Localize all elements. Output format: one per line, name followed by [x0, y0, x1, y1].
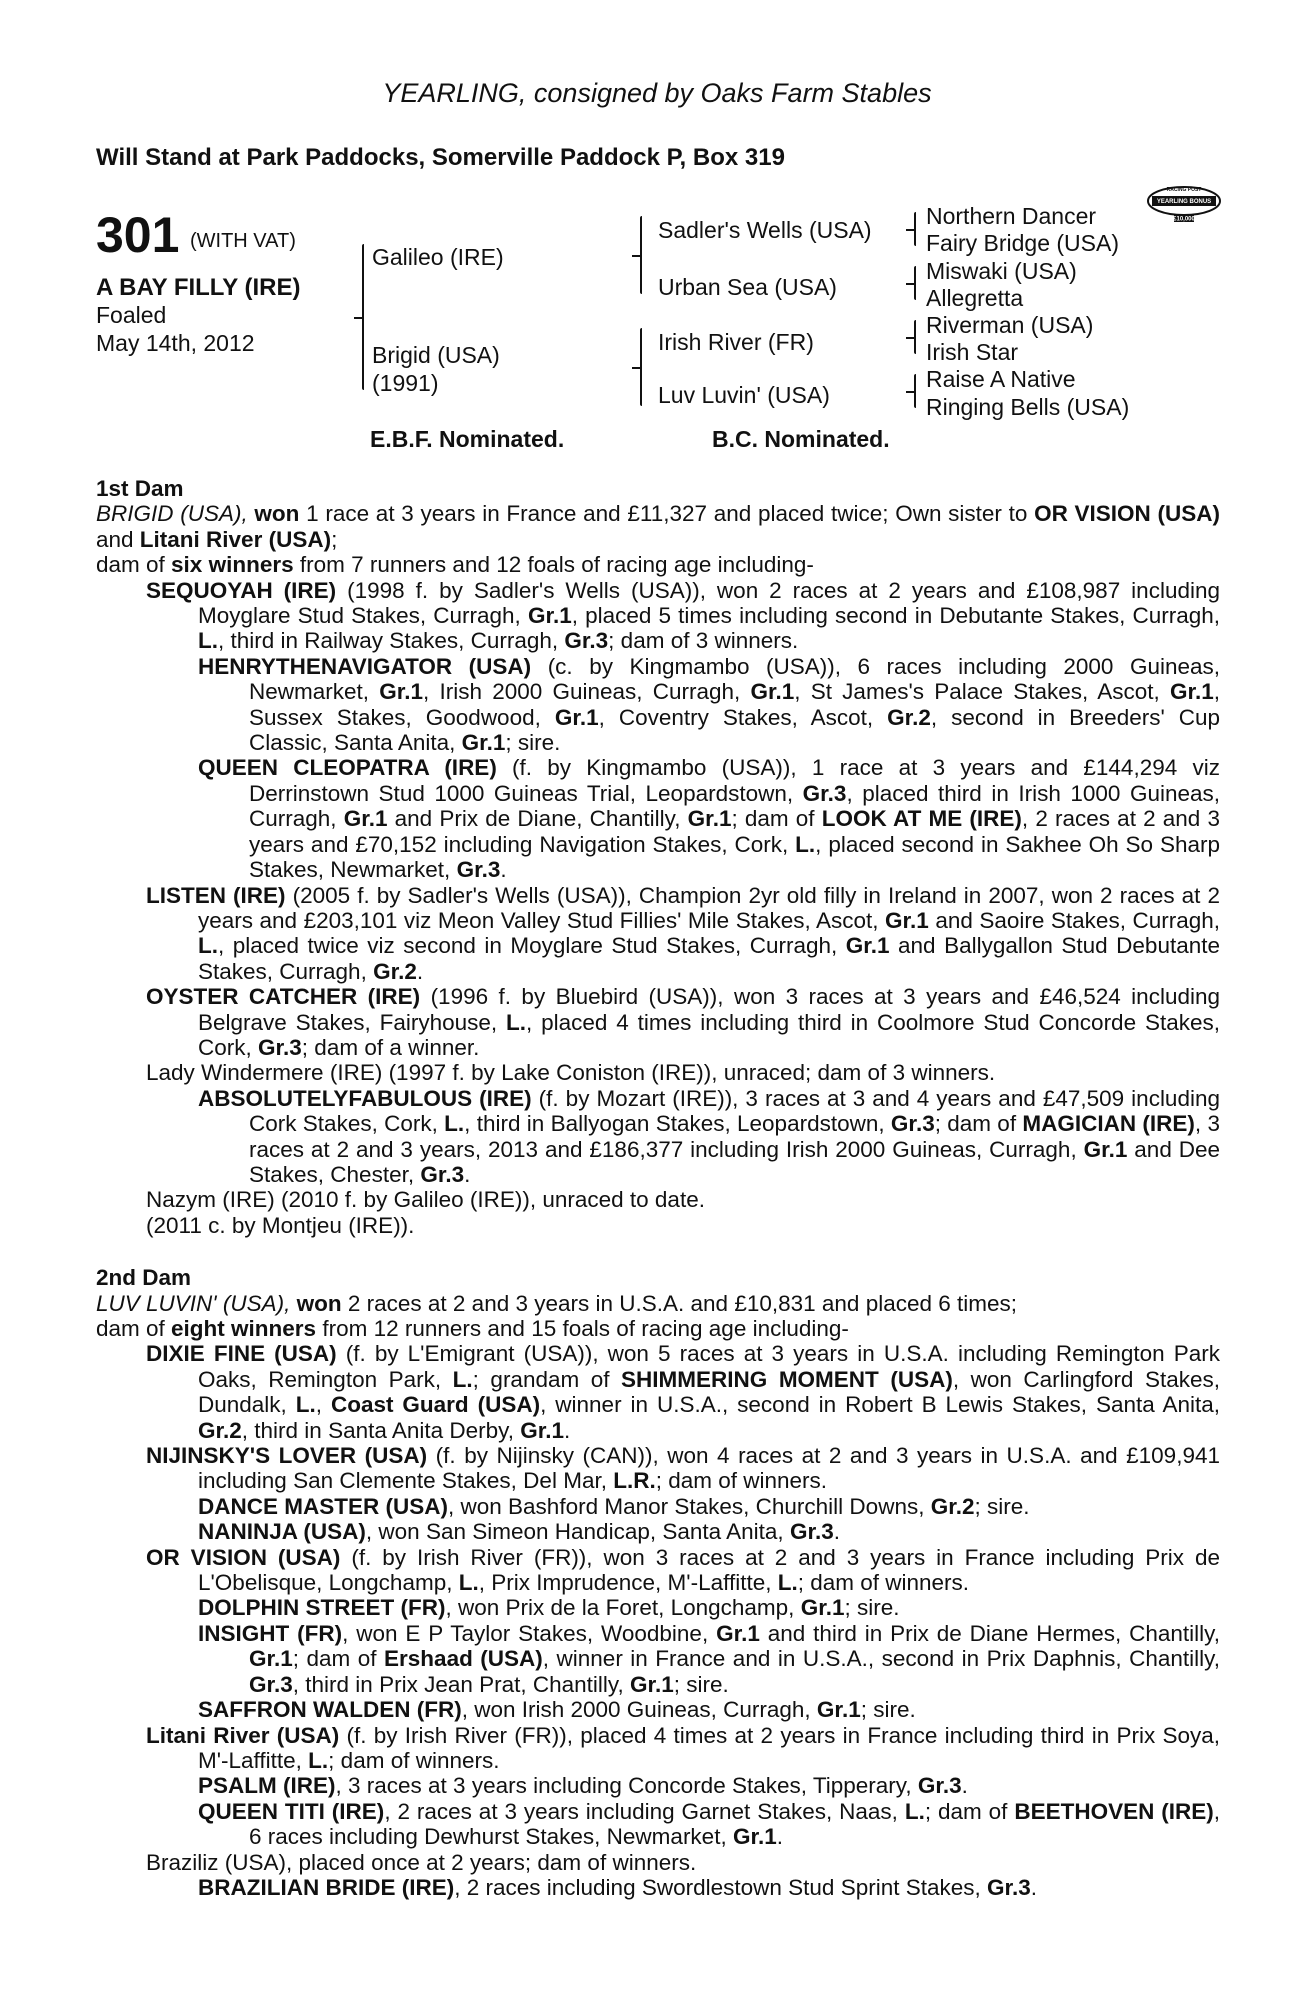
first-dam-summary: BRIGID (USA), won 1 race at 3 years in France and £11,327 and placed twice; Own sister to OR VISION (USA) and Litani River (USA);: [96, 501, 1221, 552]
racing-post-yearling-bonus-badge-icon: [1146, 178, 1222, 224]
produce-entry: QUEEN CLEOPATRA (IRE) (f. by Kingmambo (USA)), 1 race at 3 years and £144,294 viz Derrinstown Stud 1000 Guineas Trial, Leopardstown, Gr.3, placed third in Irish 1000 Guineas, Curragh, Gr.1 and Prix de Diane, Chantilly, Gr.1; dam of LOOK AT ME (IRE), 2 races at 2 and 3 years and £70,152 including Navigation Stakes, Cork, L., placed second in Sakhee Oh So Sharp Stakes, Newmarket, Gr.3.: [198, 755, 1220, 883]
pedigree-brace-g2: [914, 266, 916, 300]
pedigree-dam-dam: Luv Luvin' (USA): [658, 382, 830, 408]
produce-entry: QUEEN TITI (IRE), 2 races at 3 years including Garnet Stakes, Naas, L.; dam of BEETHOVEN (IRE), 6 races including Dewhurst Stakes, Newmarket, Gr.1.: [198, 1798, 1221, 1850]
pedigree-brace-root: [362, 244, 364, 390]
pedigree-g4: Allegretta: [926, 285, 1024, 311]
lot-number: 301: [96, 207, 180, 263]
produce-entry: DOLPHIN STREET (FR), won Prix de la Foret, Longchamp, Gr.1; sire.: [198, 1595, 900, 1621]
produce-entry: HENRYTHENAVIGATOR (USA) (c. by Kingmambo (USA)), 6 races including 2000 Guineas, Newmarket, Gr.1, Irish 2000 Guineas, Curragh, Gr.1, St James's Palace Stakes, Ascot, Gr.1, Sussex Stakes, Goodwood, Gr.1, Coventry Stakes, Ascot, Gr.2, second in Breeders' Cup Classic, Santa Anita, Gr.1; sire.: [198, 653, 1221, 756]
produce-entry: OYSTER CATCHER (IRE) (1996 f. by Bluebird (USA)), won 3 races at 3 years and £46,524 including Belgrave Stakes, Fairyhouse, L., placed 4 times including third in Coolmore Stud Concorde Stakes, Cork, Gr.3; dam of a winner.: [146, 984, 1220, 1060]
produce-entry: DANCE MASTER (USA), won Bashford Manor Stakes, Churchill Downs, Gr.2; sire.: [198, 1493, 1030, 1519]
produce-entry: LISTEN (IRE) (2005 f. by Sadler's Wells (USA)), Champion 2yr old filly in Ireland in 2007, won 2 races at 2 years and £203,101 viz Meon Valley Stud Fillies' Mile Stakes, Ascot, Gr.1 and Saoire Stakes, Curragh, L., placed twice viz second in Moyglare Stud Stakes, Curragh, Gr.1 and Ballygallon Stud Debutante Stakes, Curragh, Gr.2.: [146, 882, 1220, 984]
svg-text:£10,000: £10,000: [1173, 216, 1195, 223]
pedigree-sire-sire: Sadler's Wells (USA): [658, 217, 872, 243]
produce-entry: Litani River (USA) (f. by Irish River (FR)), placed 4 times at 2 years in France including third in Prix Soya, M'-Laffitte, L.; dam of winners.: [146, 1722, 1220, 1773]
produce-entry: NIJINSKY'S LOVER (USA) (f. by Nijinsky (CAN)), won 4 races at 2 and 3 years in U.S.A. and £109,941 including San Clemente Stakes, Del Mar, L.R.; dam of winners.: [146, 1443, 1220, 1494]
pedigree-g2: Fairy Bridge (USA): [926, 230, 1119, 256]
svg-text:RACING POST: RACING POST: [1166, 187, 1202, 193]
svg-text:YEARLING BONUS: YEARLING BONUS: [1156, 199, 1212, 205]
produce-entry: INSIGHT (FR), won E P Taylor Stakes, Woodbine, Gr.1 and third in Prix de Diane Hermes, Chantilly, Gr.1; dam of Ershaad (USA), winner in France and in U.S.A., second in Prix Daphnis, Chantilly, Gr.3, third in Prix Jean Prat, Chantilly, Gr.1; sire.: [198, 1620, 1220, 1697]
second-dam-heading: 2nd Dam: [96, 1265, 192, 1291]
pedigree-brace-g4: [914, 374, 916, 408]
pedigree-g8: Ringing Bells (USA): [926, 394, 1130, 420]
foaled-label: Foaled: [96, 302, 167, 328]
vat-note: (WITH VAT): [190, 230, 296, 252]
pedigree-sire-dam: Urban Sea (USA): [658, 274, 837, 300]
pedigree-g7: Raise A Native: [926, 366, 1076, 392]
first-dam-heading: 1st Dam: [96, 476, 184, 501]
produce-entry: Braziliz (USA), placed once at 2 years; dam of winners.: [146, 1849, 697, 1875]
second-dam-produce-summary: dam of eight winners from 12 runners and 15 foals of racing age including-: [96, 1316, 849, 1341]
produce-entry: (2011 c. by Montjeu (IRE)).: [146, 1212, 415, 1238]
second-dam-summary: LUV LUVIN' (USA), won 2 races at 2 and 3 years in U.S.A. and £10,831 and placed 6 times;: [96, 1290, 1018, 1316]
produce-entry: DIXIE FINE (USA) (f. by L'Emigrant (USA)), won 5 races at 3 years in U.S.A. including Remington Park Oaks, Remington Park, L.; grandam of SHIMMERING MOMENT (USA), won Carlingford Stakes, Dundalk, L., Coast Guard (USA), winner in U.S.A., second in Robert B Lewis Stakes, Santa Anita, Gr.2, third in Santa Anita Derby, Gr.1.: [146, 1341, 1221, 1443]
pedigree-g6: Irish Star: [926, 339, 1019, 365]
produce-record: [96, 476, 1220, 1900]
pedigree-dam-sire: Irish River (FR): [658, 329, 814, 355]
pedigree-g5: Riverman (USA): [926, 312, 1094, 338]
produce-entry: OR VISION (USA) (f. by Irish River (FR)), won 3 races at 2 and 3 years in France including Prix de L'Obelisque, Longchamp, L., Prix Imprudence, M'-Laffitte, L.; dam of winners.: [146, 1544, 1220, 1596]
produce-entry: ABSOLUTELYFABULOUS (IRE) (f. by Mozart (IRE)), 3 races at 3 and 4 years and £47,509 including Cork Stakes, Cork, L., third in Ballyogan Stakes, Leopardstown, Gr.3; dam of MAGICIAN (IRE), 3 races at 2 and 3 years, 2013 and £186,377 including Irish 2000 Guineas, Curragh, Gr.1 and Dee Stakes, Chester, Gr.3.: [198, 1085, 1221, 1187]
pedigree-brace-sire: [640, 216, 642, 294]
pedigree-brace-g3: [914, 320, 916, 354]
bc-nominated: B.C. Nominated.: [712, 426, 890, 452]
pedigree-g3: Miswaki (USA): [926, 258, 1077, 284]
pedigree-dam-year: (1991): [372, 370, 439, 396]
produce-entry: Lady Windermere (IRE) (1997 f. by Lake Coniston (IRE)), unraced; dam of 3 winners.: [146, 1060, 996, 1086]
produce-entry: BRAZILIAN BRIDE (IRE), 2 races including Swordlestown Stud Sprint Stakes, Gr.3.: [198, 1874, 1038, 1900]
produce-entry: SAFFRON WALDEN (FR), won Irish 2000 Guineas, Curragh, Gr.1; sire.: [198, 1697, 916, 1723]
horse-name: A BAY FILLY (IRE): [96, 274, 301, 301]
pedigree-sire: Galileo (IRE): [372, 244, 504, 270]
produce-entry: NANINJA (USA), won San Simeon Handicap, Santa Anita, Gr.3.: [198, 1519, 840, 1545]
foaled-date: May 14th, 2012: [96, 330, 255, 356]
produce-entry: Nazym (IRE) (2010 f. by Galileo (IRE)), unraced to date.: [146, 1187, 705, 1213]
pedigree-brace-g1: [914, 212, 916, 246]
pedigree-brace-dam: [640, 328, 642, 406]
ebf-nominated: E.B.F. Nominated.: [370, 426, 565, 452]
first-dam-produce-summary: dam of six winners from 7 runners and 12 foals of racing age including-: [96, 552, 814, 578]
stand-location: Will Stand at Park Paddocks, Somerville Paddock P, Box 319: [96, 144, 785, 171]
consignor-line: YEARLING, consigned by Oaks Farm Stables: [382, 78, 932, 108]
produce-entry: SEQUOYAH (IRE) (1998 f. by Sadler's Wells (USA)), won 2 races at 2 years and £108,987 including Moyglare Stud Stakes, Curragh, Gr.1, placed 5 times including second in Debutante Stakes, Curragh, L., third in Railway Stakes, Curragh, Gr.3; dam of 3 winners.: [146, 577, 1221, 654]
pedigree-dam: Brigid (USA): [372, 342, 500, 368]
produce-entry: PSALM (IRE), 3 races at 3 years including Concorde Stakes, Tipperary, Gr.3.: [198, 1773, 968, 1799]
pedigree-g1: Northern Dancer: [926, 203, 1097, 229]
